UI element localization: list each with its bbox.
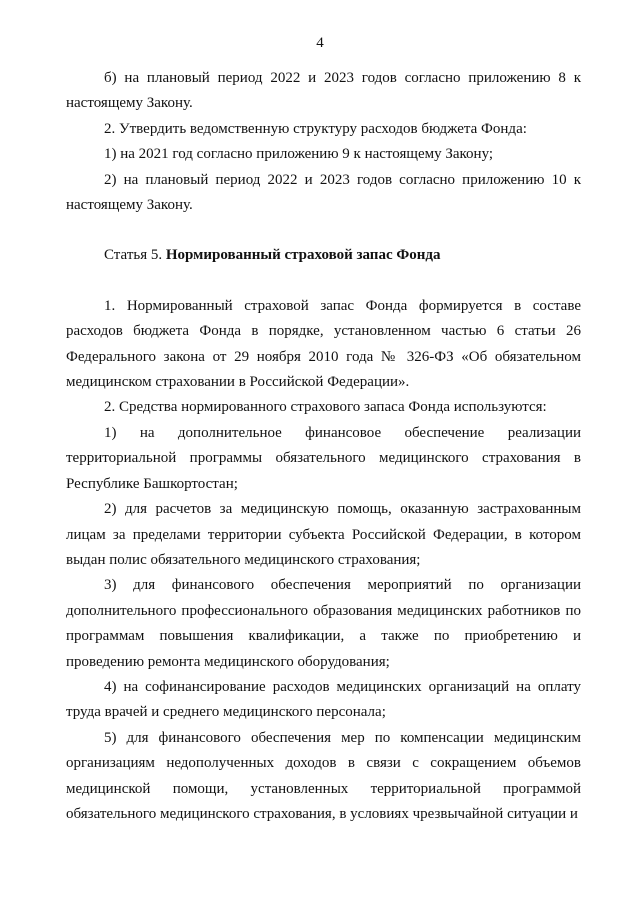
list-item: 5) для финансового обеспечения мер по компенсации медицинским организациям недополученных доходов в связи с сокращением объемов медицинской помощи, установленных территориальной программой обязательного медицинского страхования, в условиях чрезвычайной ситуации и	[66, 729, 581, 822]
paragraph: 1. Нормированный страховой запас Фонда формируется в составе расходов бюджета Фонда в порядке, установленном частью 6 статьи 26 Федерального закона от 29 ноября 2010 года № 326-ФЗ «Об обязательном медицинском страховании в Российской Федерации».	[66, 297, 581, 391]
list-item: 2) для расчетов за медицинскую помощь, оказанную застрахованным лицам за пределами территории субъекта Российской Федерации, в котором выдан полис обязательного медицинского страхования;	[66, 501, 581, 568]
list-item: 4) на софинансирование расходов медицинских организаций на оплату труда врачей и среднего медицинского персонала;	[66, 678, 581, 721]
paragraph: 2. Средства нормированного страхового запаса Фонда используются:	[104, 399, 547, 416]
paragraph: 2. Утвердить ведомственную структуру расходов бюджета Фонда:	[104, 120, 527, 137]
paragraph: б) на плановый период 2022 и 2023 годов согласно приложению 8 к настоящему Закону.	[66, 70, 581, 112]
list-item: 3) для финансового обеспечения мероприятий по организации дополнительного профессионального образования медицинских работников по программам повышения квалификации, а также по приобретению и проведению ремонта медицинского оборудования;	[66, 577, 581, 670]
page-number: 4	[316, 35, 324, 51]
paragraph: 1) на 2021 год согласно приложению 9 к настоящему Закону;	[104, 146, 494, 163]
list-item: 1) на дополнительное финансовое обеспечение реализации территориальной программы обязательного медицинского страхования в Республике Башкортостан;	[66, 424, 581, 492]
document-body	[66, 66, 581, 827]
article-prefix: Статья 5.	[104, 247, 166, 264]
paragraph: 2) на плановый период 2022 и 2023 годов согласно приложению 10 к настоящему Закону.	[66, 171, 581, 214]
article-heading	[66, 243, 581, 268]
article-title: Нормированный страховой запас Фонда	[165, 247, 441, 264]
